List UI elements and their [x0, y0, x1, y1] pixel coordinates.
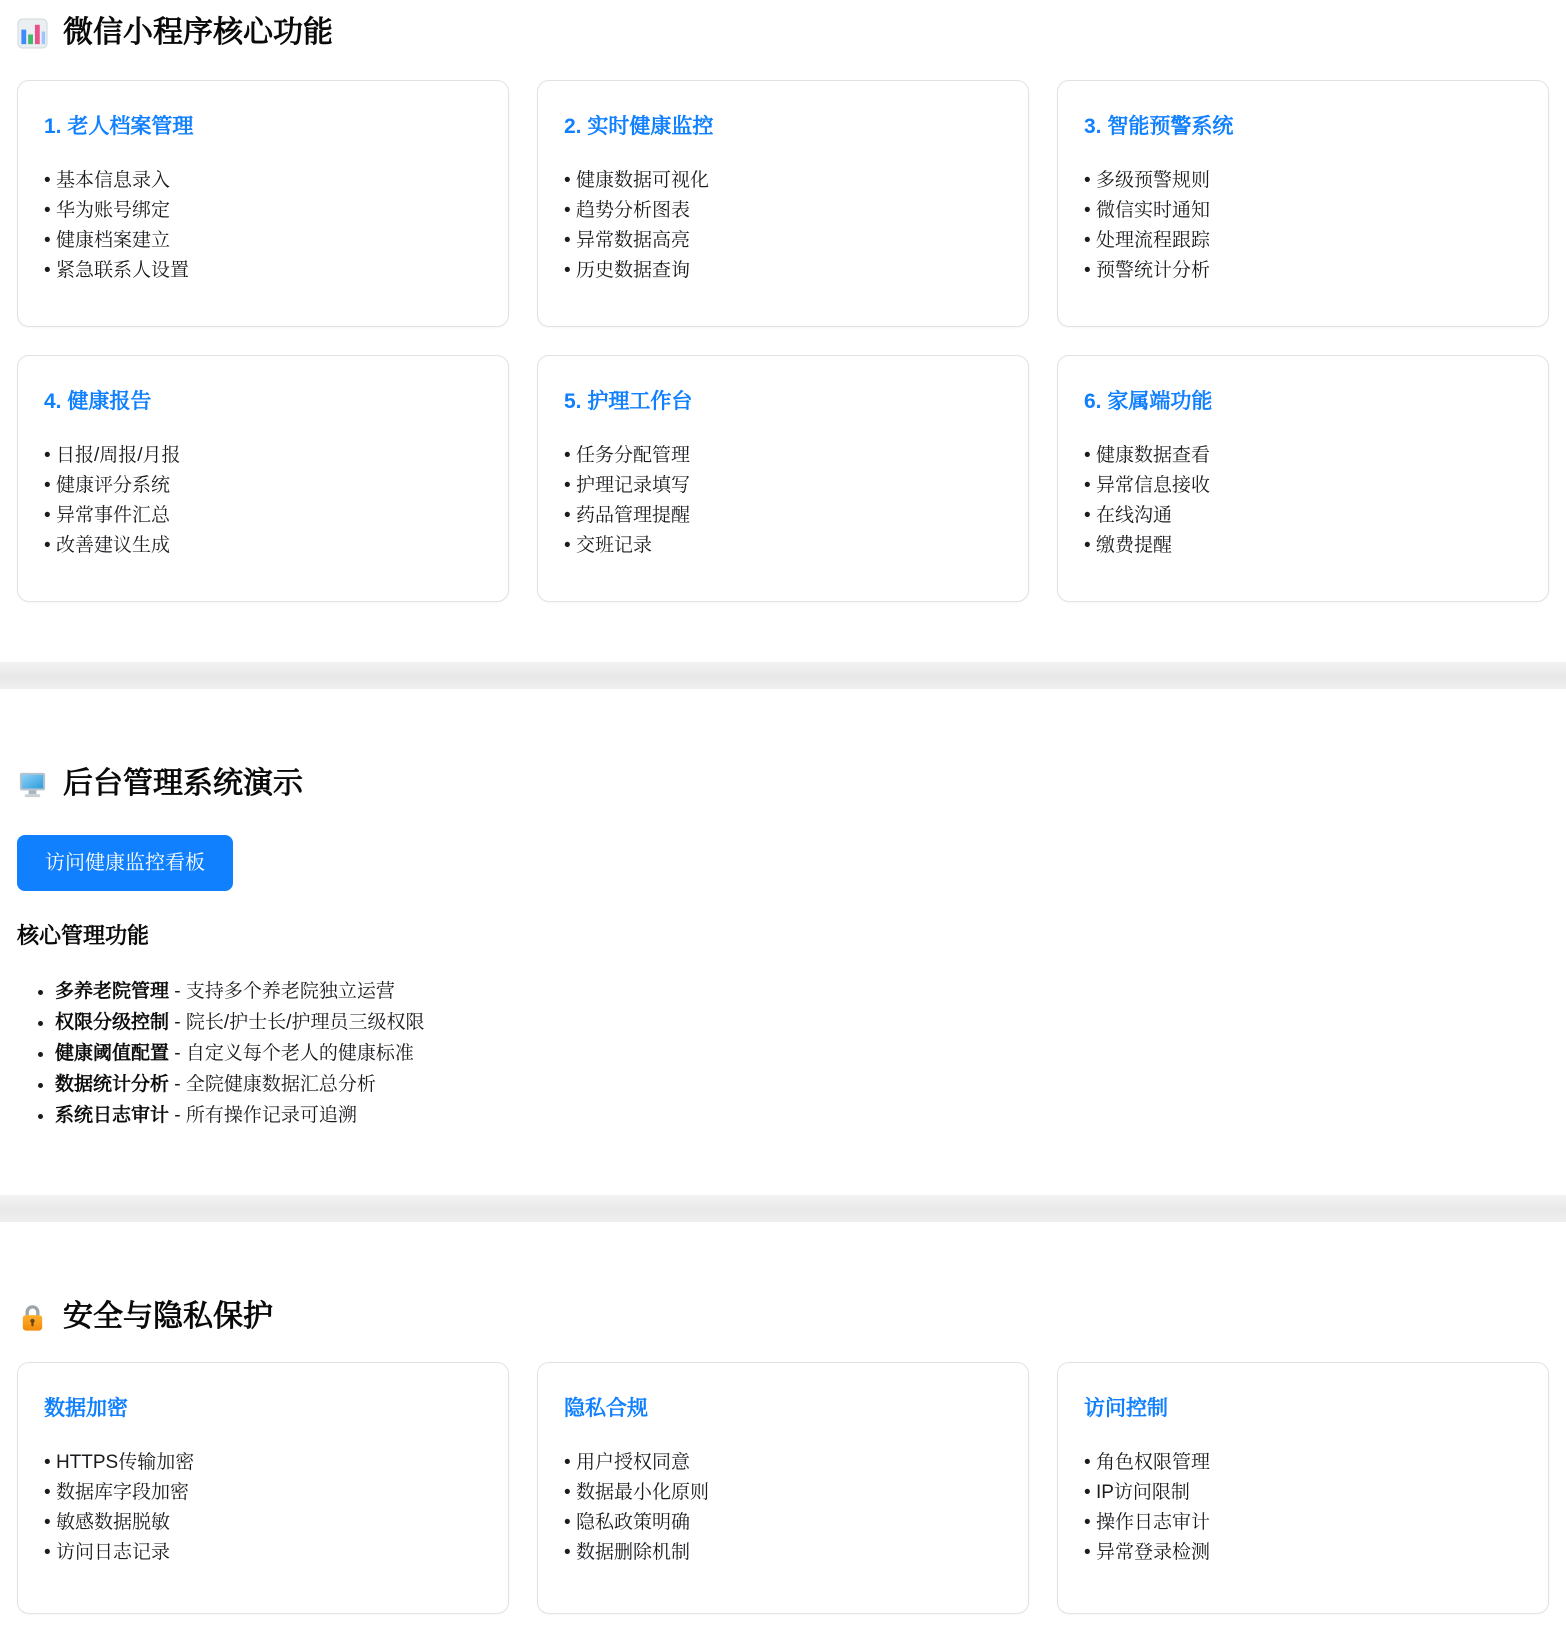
list-item: • 数据库字段加密 [44, 1478, 482, 1508]
section-header [17, 765, 1549, 803]
section-title: 安全与隐私保护 [63, 1300, 273, 1333]
feature-card-health-report [17, 355, 509, 602]
feature-card-grid [17, 80, 1549, 602]
feature-term: 系统日志审计 [55, 1105, 170, 1126]
feature-card-nursing-workbench [537, 355, 1029, 602]
feature-desc: 院长/护士长/护理员三级权限 [185, 1012, 425, 1033]
feature-separator: - [169, 1074, 186, 1095]
list-item: • 异常信息接收 [1084, 471, 1522, 501]
list-item: • 健康档案建立 [44, 226, 482, 256]
list-item: • 处理流程跟踪 [1084, 226, 1522, 256]
list-item: • 健康评分系统 [44, 471, 482, 501]
security-card-access-control [1057, 1362, 1549, 1614]
card-title: 3. 智能预警系统 [1084, 115, 1234, 138]
feature-term: 权限分级控制 [55, 1012, 170, 1033]
list-item: • IP访问限制 [1084, 1478, 1522, 1508]
feature-separator: - [169, 1105, 186, 1126]
list-item: • 操作日志审计 [1084, 1508, 1522, 1538]
card-title: 5. 护理工作台 [564, 390, 693, 413]
admin-feature-list [17, 976, 1549, 1131]
feature-desc: 支持多个养老院独立运营 [185, 981, 395, 1002]
feature-card-smart-alert [1057, 80, 1549, 327]
feature-item [55, 1069, 1549, 1100]
card-title: 6. 家属端功能 [1084, 390, 1213, 413]
list-item: • 基本信息录入 [44, 166, 482, 196]
card-list [44, 166, 482, 286]
section-security-privacy [0, 1222, 1566, 1627]
list-item: • 缴费提醒 [1084, 531, 1522, 561]
list-item: • 隐私政策明确 [564, 1508, 1002, 1538]
feature-separator: - [169, 1043, 186, 1064]
feature-term: 健康阈值配置 [55, 1043, 170, 1064]
feature-term: 数据统计分析 [55, 1074, 170, 1095]
feature-card-health-monitoring [537, 80, 1029, 327]
feature-item [55, 976, 1549, 1007]
section-title: 后台管理系统演示 [63, 767, 303, 800]
card-title: 隐私合规 [564, 1397, 648, 1420]
desktop-icon [17, 769, 48, 800]
list-item: • 改善建议生成 [44, 531, 482, 561]
list-item: • 华为账号绑定 [44, 196, 482, 226]
feature-item [55, 1038, 1549, 1069]
card-title: 访问控制 [1084, 1397, 1168, 1420]
card-list [1084, 1448, 1522, 1568]
list-item: • HTTPS传输加密 [44, 1448, 482, 1478]
feature-term: 多养老院管理 [55, 981, 170, 1002]
section-header [17, 14, 1549, 52]
section-title: 微信小程序核心功能 [63, 16, 333, 49]
list-item: • 用户授权同意 [564, 1448, 1002, 1478]
list-item: • 多级预警规则 [1084, 166, 1522, 196]
section-header [17, 1298, 1549, 1336]
feature-desc: 所有操作记录可追溯 [185, 1105, 357, 1126]
list-item: • 预警统计分析 [1084, 256, 1522, 286]
list-item: • 数据删除机制 [564, 1538, 1002, 1568]
lock-icon [17, 1302, 48, 1333]
list-item: • 健康数据可视化 [564, 166, 1002, 196]
bar-chart-icon [17, 18, 48, 49]
list-item: • 异常事件汇总 [44, 501, 482, 531]
feature-desc: 全院健康数据汇总分析 [185, 1074, 376, 1095]
health-dashboard-link-button[interactable]: 访问健康监控看板 [17, 835, 233, 891]
feature-card-elder-archive [17, 80, 509, 327]
list-item: • 敏感数据脱敏 [44, 1508, 482, 1538]
feature-separator: - [169, 981, 186, 1002]
list-item: • 日报/周报/月报 [44, 441, 482, 471]
list-item: • 异常数据高亮 [564, 226, 1002, 256]
list-item: • 角色权限管理 [1084, 1448, 1522, 1478]
card-list [1084, 166, 1522, 286]
list-item: • 护理记录填写 [564, 471, 1002, 501]
feature-item [55, 1100, 1549, 1131]
list-item: • 任务分配管理 [564, 441, 1002, 471]
card-list [44, 1448, 482, 1568]
feature-desc: 自定义每个老人的健康标准 [185, 1043, 414, 1064]
security-card-privacy-compliance [537, 1362, 1029, 1614]
list-item: • 访问日志记录 [44, 1538, 482, 1568]
feature-separator: - [169, 1012, 186, 1033]
section-divider [0, 1195, 1566, 1222]
list-item: • 药品管理提醒 [564, 501, 1002, 531]
section-admin-demo [0, 689, 1566, 1195]
card-list [564, 166, 1002, 286]
card-title: 数据加密 [44, 1397, 128, 1420]
list-item: • 微信实时通知 [1084, 196, 1522, 226]
section-divider [0, 662, 1566, 689]
list-item: • 历史数据查询 [564, 256, 1002, 286]
admin-subheading: 核心管理功能 [17, 923, 150, 948]
security-card-grid [17, 1362, 1549, 1614]
card-list [44, 441, 482, 561]
list-item: • 异常登录检测 [1084, 1538, 1522, 1568]
card-list [564, 441, 1002, 561]
card-list [1084, 441, 1522, 561]
list-item: • 在线沟通 [1084, 501, 1522, 531]
card-title: 2. 实时健康监控 [564, 115, 714, 138]
list-item: • 趋势分析图表 [564, 196, 1002, 226]
security-card-encryption [17, 1362, 509, 1614]
card-title: 4. 健康报告 [44, 390, 152, 413]
card-list [564, 1448, 1002, 1568]
list-item: • 紧急联系人设置 [44, 256, 482, 286]
list-item: • 数据最小化原则 [564, 1478, 1002, 1508]
feature-item [55, 1007, 1549, 1038]
card-title: 1. 老人档案管理 [44, 115, 194, 138]
section-miniprogram-features [0, 0, 1566, 662]
feature-card-family-side [1057, 355, 1549, 602]
list-item: • 交班记录 [564, 531, 1002, 561]
list-item: • 健康数据查看 [1084, 441, 1522, 471]
